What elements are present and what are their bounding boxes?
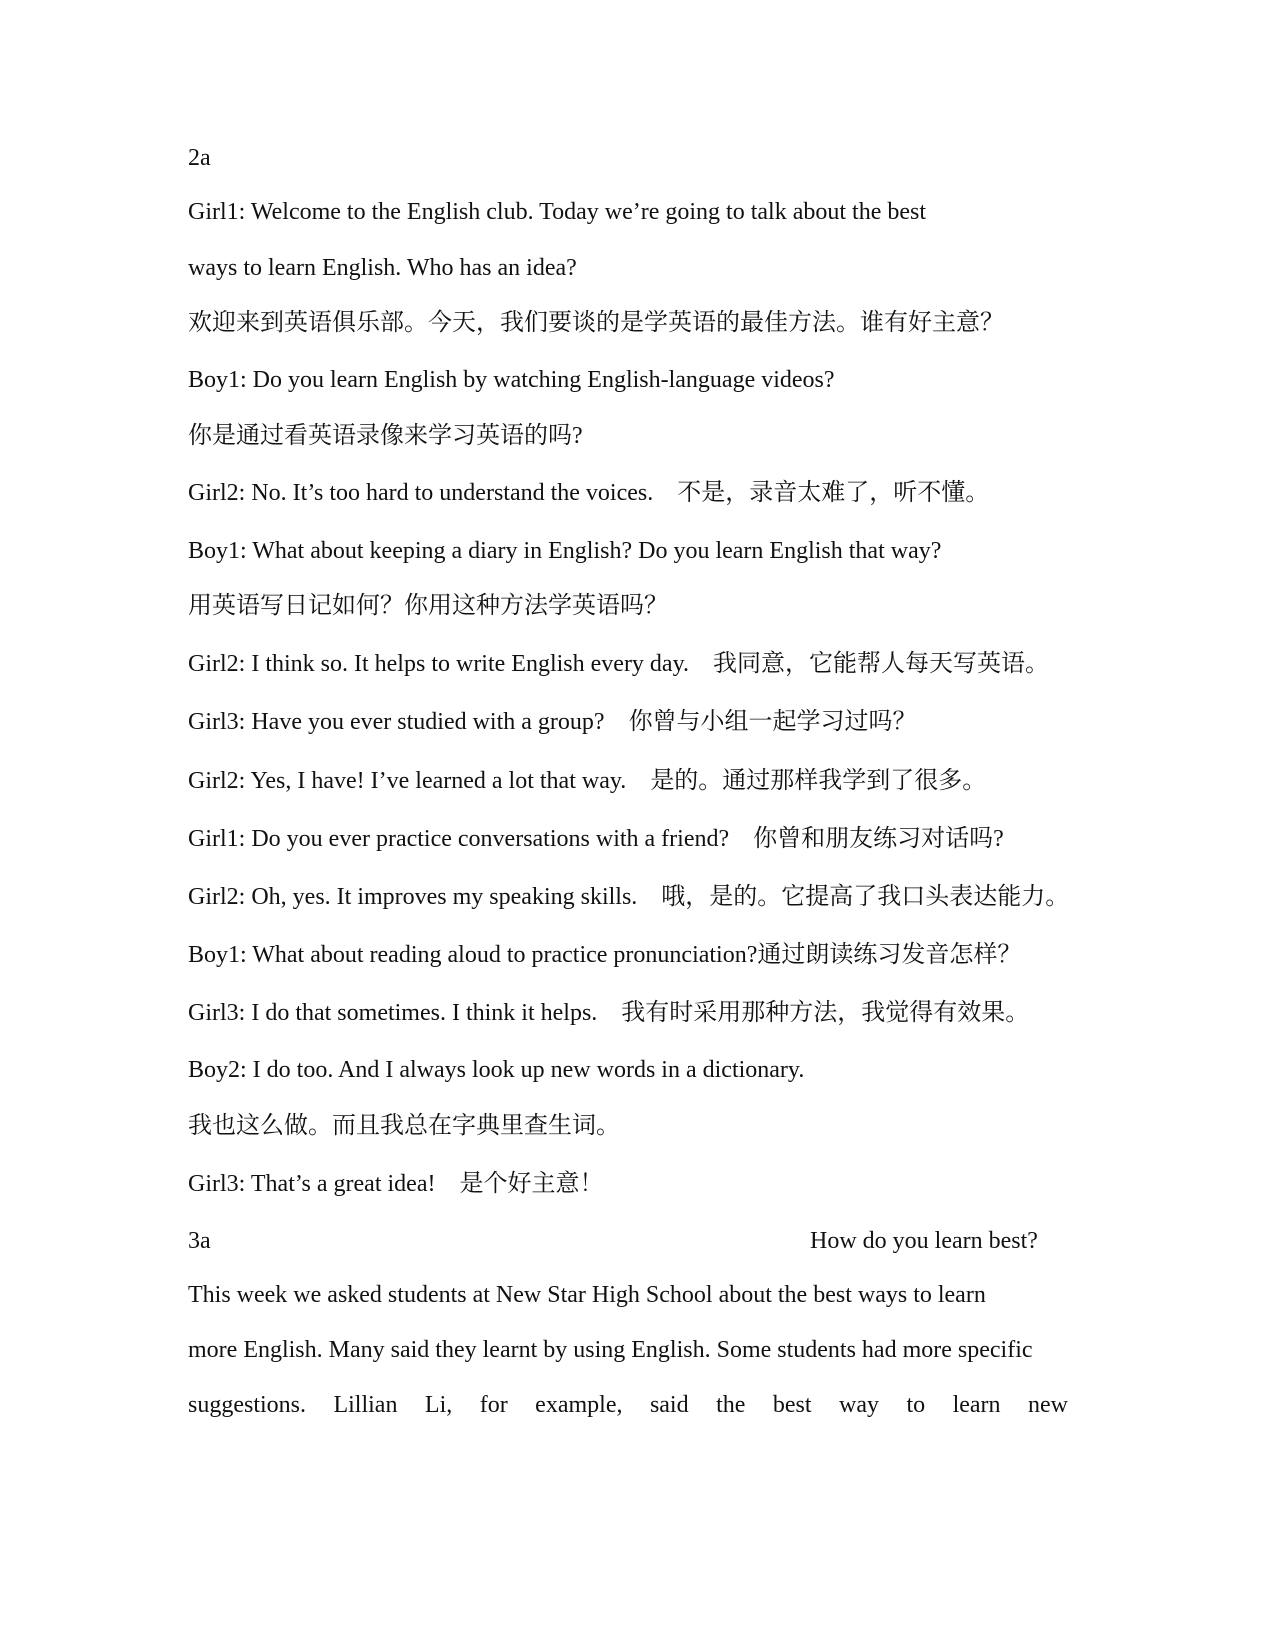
section-label-2a: 2a [188, 145, 211, 171]
chinese-translation: 我也这么做。而且我总在字典里查生词。 [188, 1113, 620, 1139]
english-text: Girl2: Yes, I have! I’ve learned a lot that way. [188, 768, 627, 794]
english-text: Boy1: What about keeping a diary in English? Do you learn English that way? [188, 538, 942, 564]
english-text: Girl3: Have you ever studied with a group? [188, 709, 605, 735]
chinese-translation: 你是通过看英语录像来学习英语的吗? [188, 423, 583, 449]
article-title: How do you learn best? [810, 1228, 1038, 1254]
dialogue-line [188, 940, 1021, 970]
chinese-translation: 是的。通过那样我学到了很多。 [650, 768, 987, 794]
english-text: Girl1: Welcome to the English club. Today we’re going to talk about the best [188, 199, 927, 225]
dialogue-line [188, 824, 1004, 854]
english-text: Girl2: No. It’s too hard to understand the voices. [188, 480, 654, 506]
dialogue-line [188, 421, 583, 451]
dialogue-line [188, 1169, 603, 1199]
english-text: Girl2: I think so. It helps to write English every day. [188, 651, 690, 677]
dialogue-line [188, 478, 989, 508]
dialogue-line [188, 707, 917, 737]
english-text: Girl3: That’s a great idea! [188, 1171, 436, 1197]
chinese-translation: 你曾与小组一起学习过吗？ [628, 709, 917, 735]
english-text: ways to learn English. Who has an idea? [188, 255, 577, 281]
chinese-translation: 我有时采用那种方法，我觉得有效果。 [621, 1000, 1030, 1026]
chinese-translation: 我同意，它能帮人每天写英语。 [713, 651, 1050, 677]
english-text: Girl2: Oh, yes. It improves my speaking skills. [188, 884, 638, 910]
english-text: Boy1: What about reading aloud to practice pronunciation? [188, 942, 758, 968]
dialogue-line [188, 591, 668, 621]
paragraph-line: suggestions. Lillian Li, for example, said the best way to learn new [188, 1392, 1068, 1418]
english-text: Boy2: I do too. And I always look up new words in a dictionary. [188, 1057, 805, 1083]
paragraph-line: This week we asked students at New Star High School about the best ways to learn [188, 1282, 986, 1308]
chinese-translation: 你曾和朋友练习对话吗? [753, 826, 1004, 852]
dialogue-line [188, 766, 986, 796]
english-text: Girl3: I do that sometimes. I think it helps. [188, 1000, 598, 1026]
chinese-translation: 不是，录音太难了，听不懂。 [677, 480, 990, 506]
dialogue-line [188, 1055, 804, 1085]
chinese-translation: 通过朗读练习发音怎样？ [757, 942, 1022, 968]
section-label-3a: 3a [188, 1228, 211, 1254]
paragraph-line: more English. Many said they learnt by using English. Some students had more specific [188, 1337, 1033, 1363]
dialogue-line [188, 365, 835, 395]
dialogue-line [188, 1111, 620, 1141]
dialogue-line [188, 253, 577, 283]
chinese-translation: 哦，是的。它提高了我口头表达能力。 [661, 884, 1070, 910]
dialogue-line [188, 882, 1069, 912]
chinese-translation: 是个好主意！ [459, 1171, 604, 1197]
english-text: Girl1: Do you ever practice conversations with a friend? [188, 826, 730, 852]
english-text: Boy1: Do you learn English by watching English-language videos? [188, 367, 835, 393]
chinese-translation: 用英语写日记如何？你用这种方法学英语吗？ [188, 593, 668, 619]
dialogue-line [188, 998, 1029, 1028]
dialogue-line [188, 649, 1049, 679]
dialogue-line [188, 308, 1004, 338]
chinese-translation: 欢迎来到英语俱乐部。今天，我们要谈的是学英语的最佳方法。谁有好主意？ [188, 310, 1004, 336]
dialogue-line [188, 197, 926, 227]
dialogue-line [188, 536, 941, 566]
